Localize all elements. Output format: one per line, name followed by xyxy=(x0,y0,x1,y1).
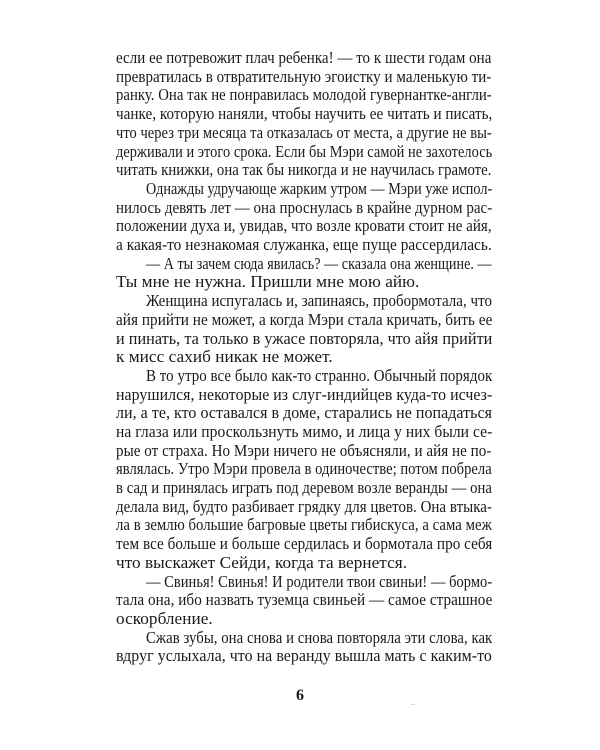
text-line: что через три месяца та отказалась от места, а другие не вы- xyxy=(116,122,492,142)
text-line: нарушился, некоторые из слуг-индийцев куда-то исчез- xyxy=(116,384,493,404)
text-line: ранку. Она так не понравилась молодой гувернантке-англи- xyxy=(116,85,492,105)
text-line: оскорбление. xyxy=(116,608,213,628)
text-line: Однажды удручающе жарким утром — Мэри уже испол- xyxy=(146,178,493,198)
text-line: читать книжки, она так бы никогда и не научилась грамоте. xyxy=(116,160,492,180)
scan-speck xyxy=(411,704,415,705)
text-line: чанке, которую наняли, чтобы научить ее читать и писать, xyxy=(116,104,493,124)
text-line: — Свинья! Свинья! И родители твои свиньи! — бормо- xyxy=(146,571,493,591)
text-line: нилось девять лет — она проснулась в крайне дурном рас- xyxy=(116,197,493,217)
text-line: держивали и этого срока. Если бы Мэри самой не захотелось xyxy=(116,141,493,161)
text-line: Сжав зубы, она снова и снова повторяла эти слова, как xyxy=(146,627,493,647)
text-line: тем все больше и больше сердилась и бормотала про себя xyxy=(116,534,493,554)
text-line: В то утро все было как-то странно. Обычный порядок xyxy=(146,365,493,385)
text-line: — А ты зачем сюда явилась? — сказала она женщине. — xyxy=(146,253,492,273)
text-line: в сад и принялась играть под деревом возле веранды — она xyxy=(116,478,492,497)
text-line: на глаза или проскользнуть мимо, и лица у них были се- xyxy=(116,421,493,441)
text-line: являлась. Утро Мэри провела в одиночестве; потом побрела xyxy=(116,459,492,479)
text-line: к мисс сахиб никак не может. xyxy=(116,347,333,367)
page-number: 6 xyxy=(296,687,304,704)
text-line: айя прийти не может, а когда Мэри стала кричать, бить ее xyxy=(116,309,493,329)
text-line: тала она, ибо назвать туземца свиньей — самое страшное xyxy=(116,590,493,610)
text-line: рые от страха. Но Мэри ничего не объясняли, и айя не по- xyxy=(116,440,492,460)
text-line: Ты мне не нужна. Пришли мне мою айю. xyxy=(116,272,420,292)
text-line: если ее потревожит плач ребенка! — то к шести годам она xyxy=(116,48,492,67)
text-line: и пинать, та только в ужасе повторяла, что айя прийти xyxy=(116,328,493,348)
text-line: превратилась в отвратительную эгоистку и маленькую ти- xyxy=(116,66,492,86)
text-line: вдруг услыхала, что на веранду вышла мать с каким-то xyxy=(116,646,492,666)
text-line: ла в землю большие багровые цветы гибискуса, а сама меж xyxy=(116,515,492,535)
text-line: ли, а те, кто оставался в доме, старались не попадаться xyxy=(116,403,492,423)
text-line: что выскажет Сейди, когда та вернется. xyxy=(116,552,408,572)
text-line: положении духа и, увидав, что возле кровати стоит не айя, xyxy=(116,216,492,236)
text-line: делала вид, будто разбивает грядку для цветов. Она втыка- xyxy=(116,496,492,516)
text-line: а какая-то незнакомая служанка, еще пуще рассердилась. xyxy=(116,235,492,254)
text-line: Женщина испугалась и, запинаясь, пробормотала, что xyxy=(146,291,492,311)
